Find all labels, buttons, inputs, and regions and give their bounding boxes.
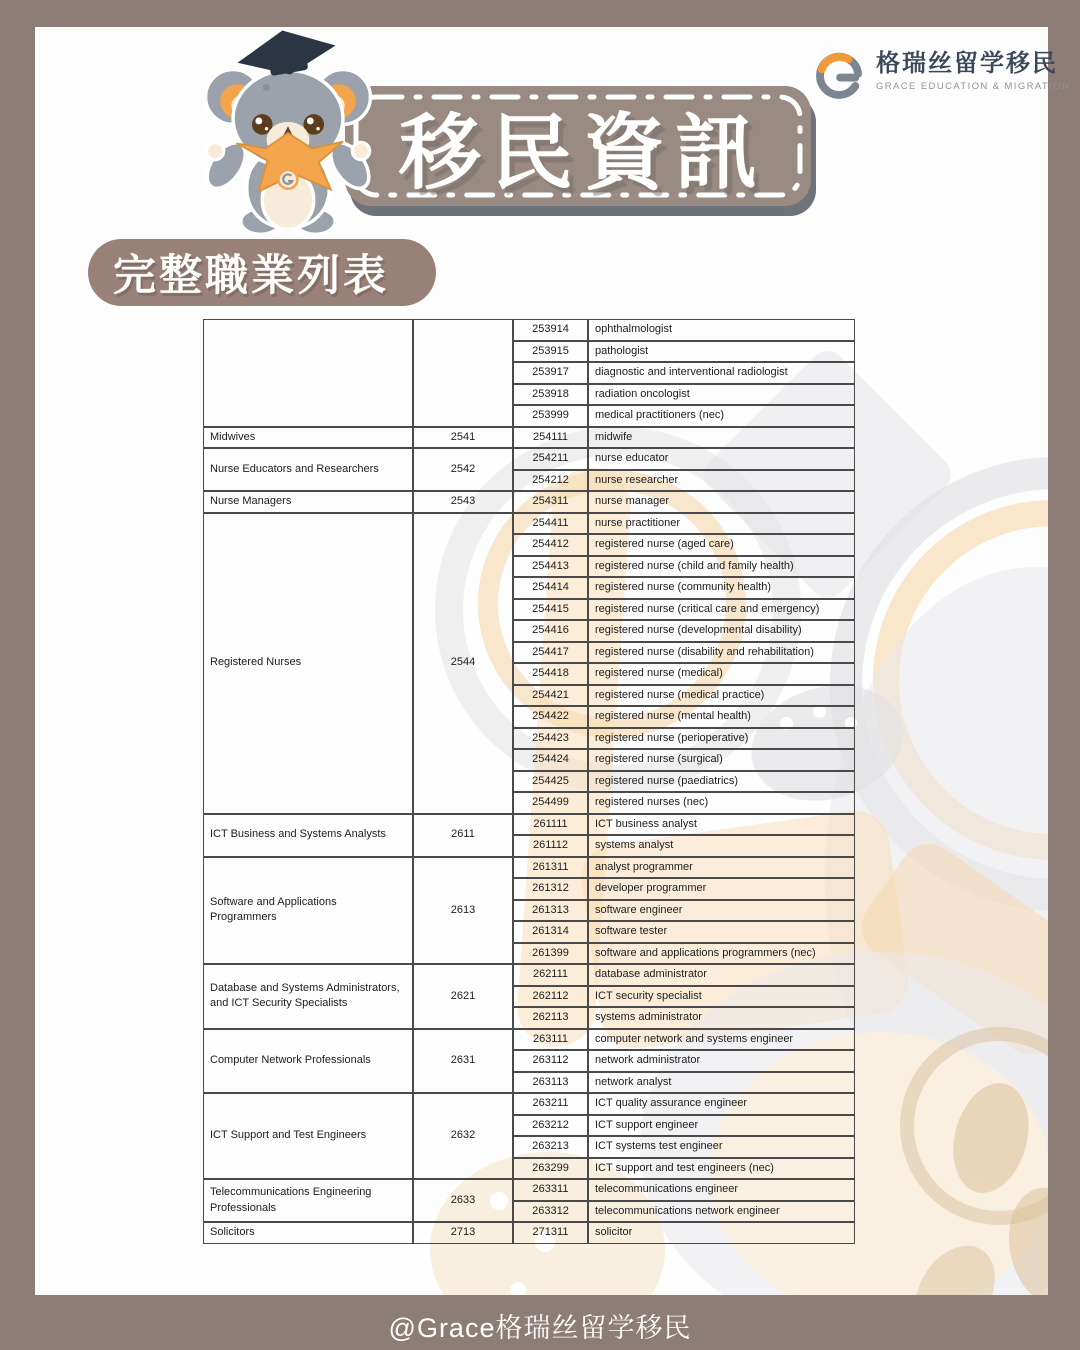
occupation-group-name: Registered Nurses bbox=[203, 513, 413, 814]
occupation-group-name: ICT Support and Test Engineers bbox=[203, 1093, 413, 1179]
occupation-title: database administrator bbox=[588, 964, 855, 986]
table-row bbox=[203, 513, 855, 535]
occupation-title: registered nurse (paediatrics) bbox=[588, 771, 855, 793]
occupation-code: 253917 bbox=[513, 362, 588, 384]
occupation-group-name: Computer Network Professionals bbox=[203, 1029, 413, 1094]
table-row bbox=[203, 1222, 855, 1244]
occupation-title: analyst programmer bbox=[588, 857, 855, 879]
koala-mascot bbox=[202, 30, 374, 241]
occupation-group-code: 2544 bbox=[413, 513, 513, 814]
occupation-code: 271311 bbox=[513, 1222, 588, 1244]
occupation-title: software tester bbox=[588, 921, 855, 943]
occupation-code: 254418 bbox=[513, 663, 588, 685]
occupation-title: registered nurse (critical care and emergency) bbox=[588, 599, 855, 621]
occupation-title: software and applications programmers (nec) bbox=[588, 943, 855, 965]
occupation-code: 263211 bbox=[513, 1093, 588, 1115]
occupation-group-code: 2542 bbox=[413, 448, 513, 491]
occupation-code: 254425 bbox=[513, 771, 588, 793]
occupation-title: ICT business analyst bbox=[588, 814, 855, 836]
occupation-code: 263113 bbox=[513, 1072, 588, 1094]
occupation-code: 253915 bbox=[513, 341, 588, 363]
occupation-table-wrap bbox=[203, 319, 855, 1244]
occupation-code: 254415 bbox=[513, 599, 588, 621]
occupation-code: 254421 bbox=[513, 685, 588, 707]
occupation-group-name: Telecommunications Engineering Professionals bbox=[203, 1179, 413, 1222]
table-row bbox=[203, 448, 855, 470]
table-row bbox=[203, 814, 855, 836]
table-row bbox=[203, 964, 855, 986]
occupation-code: 254211 bbox=[513, 448, 588, 470]
occupation-group-code: 2541 bbox=[413, 427, 513, 449]
occupation-title: nurse researcher bbox=[588, 470, 855, 492]
occupation-title: systems administrator bbox=[588, 1007, 855, 1029]
occupation-title: nurse practitioner bbox=[588, 513, 855, 535]
occupation-title: midwife bbox=[588, 427, 855, 449]
occupation-title: ICT quality assurance engineer bbox=[588, 1093, 855, 1115]
occupation-title: diagnostic and interventional radiologist bbox=[588, 362, 855, 384]
occupation-title: registered nurse (medical practice) bbox=[588, 685, 855, 707]
occupation-title: network administrator bbox=[588, 1050, 855, 1072]
occupation-group-code: 2543 bbox=[413, 491, 513, 513]
occupation-code: 254423 bbox=[513, 728, 588, 750]
occupation-title: registered nurse (disability and rehabilitation) bbox=[588, 642, 855, 664]
occupation-title: ICT systems test engineer bbox=[588, 1136, 855, 1158]
occupation-title: registered nurse (surgical) bbox=[588, 749, 855, 771]
occupation-code: 263311 bbox=[513, 1179, 588, 1201]
occupation-group-code: 2631 bbox=[413, 1029, 513, 1094]
occupation-title: ICT support engineer bbox=[588, 1115, 855, 1137]
occupation-code: 263312 bbox=[513, 1201, 588, 1223]
occupation-title: solicitor bbox=[588, 1222, 855, 1244]
table-row bbox=[203, 857, 855, 879]
occupation-code: 253999 bbox=[513, 405, 588, 427]
footer-handle: @Grace格瑞丝留学移民 bbox=[388, 1313, 692, 1343]
occupation-code: 263111 bbox=[513, 1029, 588, 1051]
occupation-code: 261111 bbox=[513, 814, 588, 836]
occupation-code: 254422 bbox=[513, 706, 588, 728]
occupation-title: ICT support and test engineers (nec) bbox=[588, 1158, 855, 1180]
occupation-title: network analyst bbox=[588, 1072, 855, 1094]
occupation-title: nurse manager bbox=[588, 491, 855, 513]
occupation-group-code: 2633 bbox=[413, 1179, 513, 1222]
occupation-title: nurse educator bbox=[588, 448, 855, 470]
occupation-title: registered nurse (child and family health) bbox=[588, 556, 855, 578]
occupation-code: 254111 bbox=[513, 427, 588, 449]
occupation-group-code: 2713 bbox=[413, 1222, 513, 1244]
occupation-title: medical practitioners (nec) bbox=[588, 405, 855, 427]
occupation-code: 262112 bbox=[513, 986, 588, 1008]
occupation-title: software engineer bbox=[588, 900, 855, 922]
occupation-title: pathologist bbox=[588, 341, 855, 363]
occupation-group-code bbox=[413, 319, 513, 427]
table-row bbox=[203, 1029, 855, 1051]
occupation-code: 254414 bbox=[513, 577, 588, 599]
occupation-code: 261312 bbox=[513, 878, 588, 900]
table-row bbox=[203, 427, 855, 449]
occupation-code: 263213 bbox=[513, 1136, 588, 1158]
section-pill bbox=[88, 239, 436, 306]
occupation-group-name bbox=[203, 319, 413, 427]
occupation-code: 263212 bbox=[513, 1115, 588, 1137]
occupation-code: 254499 bbox=[513, 792, 588, 814]
occupation-code: 254416 bbox=[513, 620, 588, 642]
occupation-title: developer programmer bbox=[588, 878, 855, 900]
occupation-code: 263112 bbox=[513, 1050, 588, 1072]
occupation-title: computer network and systems engineer bbox=[588, 1029, 855, 1051]
occupation-group-name: Software and Applications Programmers bbox=[203, 857, 413, 965]
occupation-group-name: Nurse Managers bbox=[203, 491, 413, 513]
brand-logo bbox=[812, 50, 1070, 109]
section-label: 完整職業列表 bbox=[113, 252, 389, 300]
occupation-title: ICT security specialist bbox=[588, 986, 855, 1008]
occupation-title: registered nurse (perioperative) bbox=[588, 728, 855, 750]
occupation-code: 262113 bbox=[513, 1007, 588, 1029]
occupation-group-code: 2621 bbox=[413, 964, 513, 1029]
brand-logo-g-icon bbox=[812, 50, 866, 109]
occupation-code: 253918 bbox=[513, 384, 588, 406]
occupation-code: 261311 bbox=[513, 857, 588, 879]
occupation-title: registered nurse (developmental disability) bbox=[588, 620, 855, 642]
occupation-group-code: 2611 bbox=[413, 814, 513, 857]
occupation-group-name: ICT Business and Systems Analysts bbox=[203, 814, 413, 857]
table-row bbox=[203, 1179, 855, 1201]
occupation-code: 263299 bbox=[513, 1158, 588, 1180]
occupation-title: telecommunications network engineer bbox=[588, 1201, 855, 1223]
occupation-code: 262111 bbox=[513, 964, 588, 986]
occupation-code: 254411 bbox=[513, 513, 588, 535]
occupation-group-name: Solicitors bbox=[203, 1222, 413, 1244]
watermark-dot bbox=[510, 1282, 526, 1295]
table-row bbox=[203, 491, 855, 513]
title-badge bbox=[345, 86, 811, 206]
brand-tagline: GRACE EDUCATION & MIGRATION bbox=[876, 81, 1071, 92]
occupation-table bbox=[203, 319, 855, 1244]
table-row bbox=[203, 319, 855, 341]
occupation-code: 261314 bbox=[513, 921, 588, 943]
occupation-title: telecommunications engineer bbox=[588, 1179, 855, 1201]
occupation-group-code: 2632 bbox=[413, 1093, 513, 1179]
occupation-code: 254212 bbox=[513, 470, 588, 492]
occupation-code: 253914 bbox=[513, 319, 588, 341]
occupation-title: registered nurse (medical) bbox=[588, 663, 855, 685]
occupation-code: 254417 bbox=[513, 642, 588, 664]
occupation-code: 261112 bbox=[513, 835, 588, 857]
occupation-title: registered nurse (aged care) bbox=[588, 534, 855, 556]
occupation-code: 254412 bbox=[513, 534, 588, 556]
occupation-title: registered nurse (community health) bbox=[588, 577, 855, 599]
occupation-code: 254424 bbox=[513, 749, 588, 771]
page-title: 移民資訊 bbox=[398, 107, 767, 199]
occupation-title: radiation oncologist bbox=[588, 384, 855, 406]
occupation-code: 261313 bbox=[513, 900, 588, 922]
table-row bbox=[203, 1093, 855, 1115]
brand-name: 格瑞丝留学移民 bbox=[876, 50, 1058, 77]
occupation-code: 261399 bbox=[513, 943, 588, 965]
occupation-title: systems analyst bbox=[588, 835, 855, 857]
occupation-title: ophthalmologist bbox=[588, 319, 855, 341]
occupation-code: 254311 bbox=[513, 491, 588, 513]
occupation-group-name: Midwives bbox=[203, 427, 413, 449]
occupation-code: 254413 bbox=[513, 556, 588, 578]
occupation-group-code: 2613 bbox=[413, 857, 513, 965]
occupation-group-name: Database and Systems Administrators, and ICT Security Specialists bbox=[203, 964, 413, 1029]
occupation-title: registered nurses (nec) bbox=[588, 792, 855, 814]
occupation-group-name: Nurse Educators and Researchers bbox=[203, 448, 413, 491]
occupation-title: registered nurse (mental health) bbox=[588, 706, 855, 728]
